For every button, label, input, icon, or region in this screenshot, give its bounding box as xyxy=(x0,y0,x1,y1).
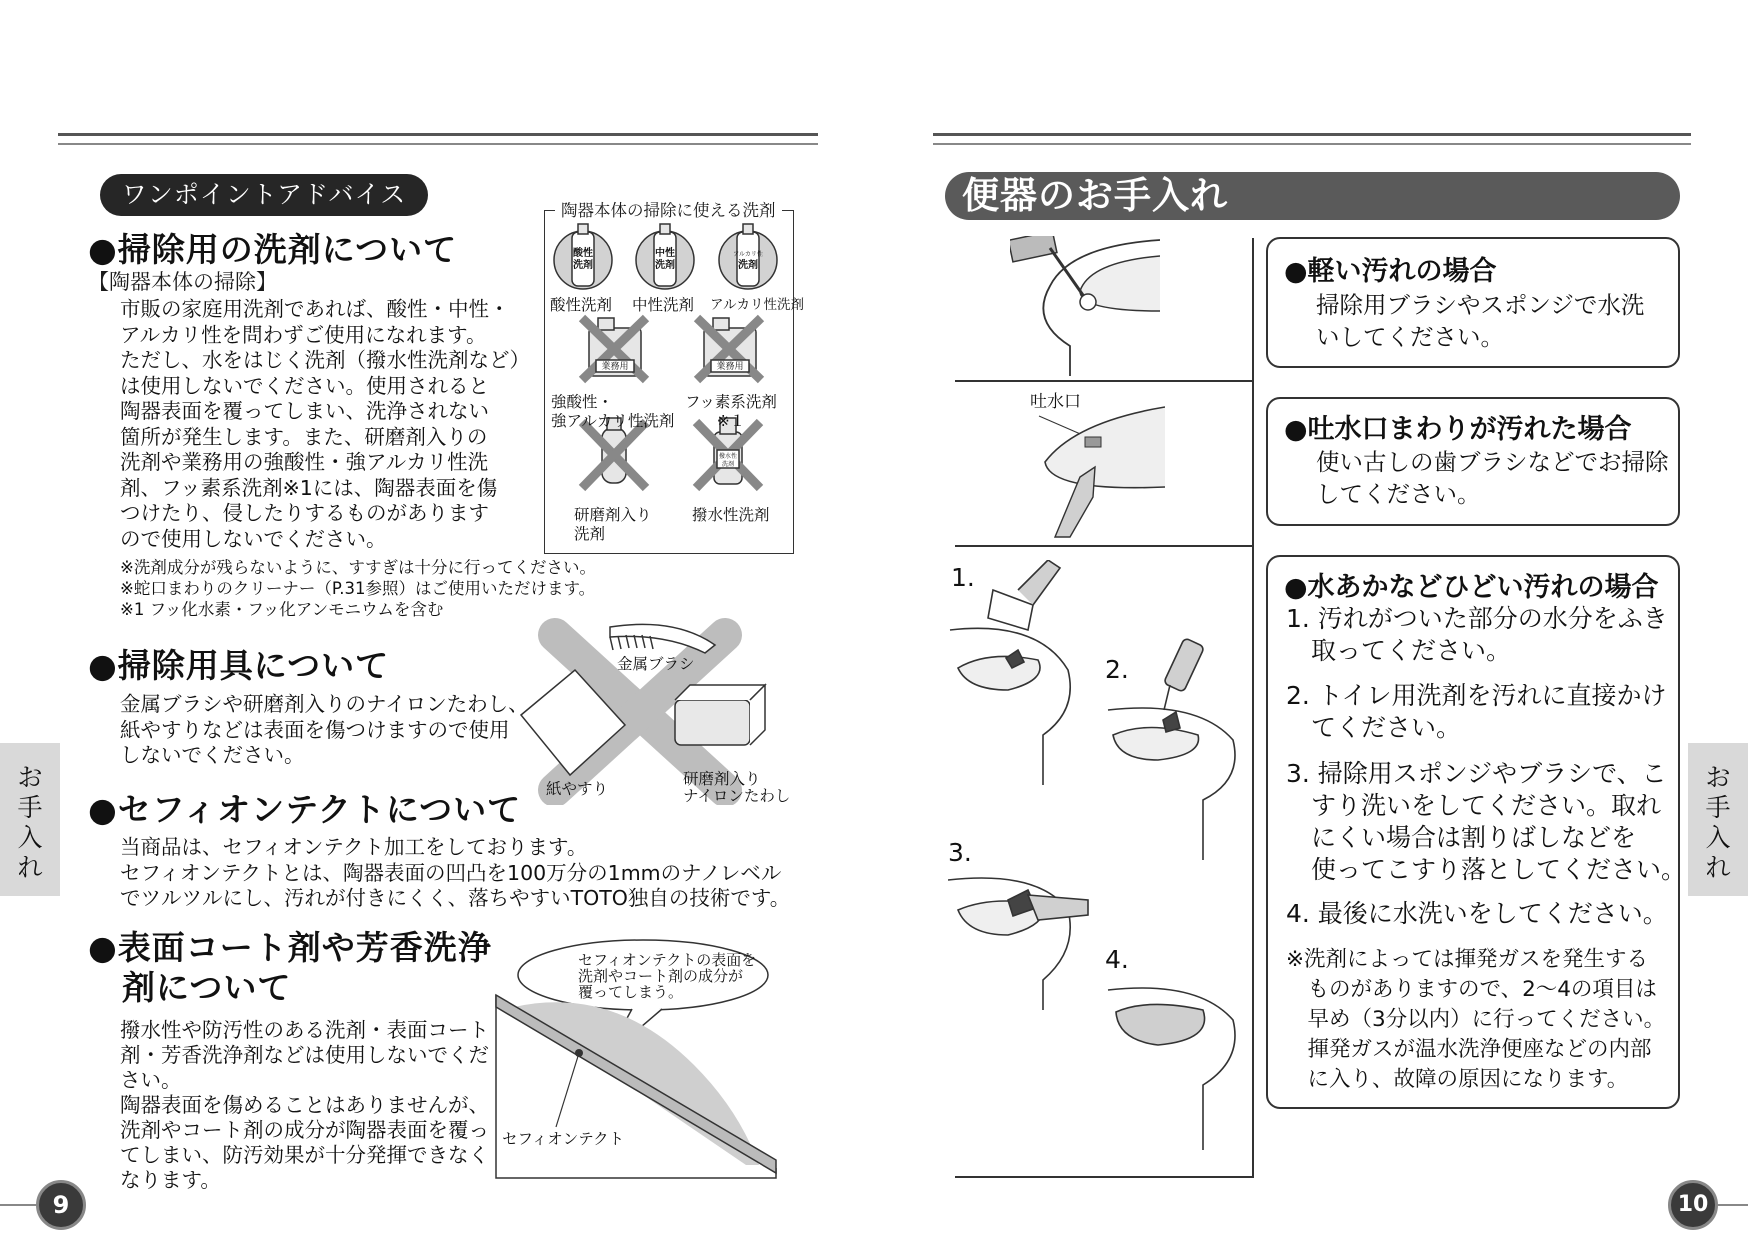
bubble-text: セフィオンテクトの表面を 洗剤やコート剤の成分が 覆ってしまう。 xyxy=(578,951,757,1001)
top-rule-right-2 xyxy=(933,143,1691,145)
svg-text:洗剤: 洗剤 xyxy=(655,260,675,271)
label-metal-brush: 金属ブラシ xyxy=(617,655,695,673)
toilet-light-clean-illustration xyxy=(1010,236,1160,376)
section-title-tools: ●掃除用具について xyxy=(88,646,390,685)
column-divider xyxy=(1252,238,1254,1178)
cefiontect-body: 当商品は、セフィオンテクト加工をしております。 セフィオンテクトとは、陶器表面の凹凸を100万分の1mmのナノレベル でツルツルにし、汚れが付きにくく、落ちやすいTOTO独自の技術です。 xyxy=(120,835,791,910)
tools-body: 金属ブラシや研磨剤入りのナイロンたわし、 紙やすりなどは表面を傷つけますので使用 しないでください。 xyxy=(120,692,529,767)
label-alkaline: アルカリ性洗剤 xyxy=(710,297,804,313)
top-rule-left-2 xyxy=(58,143,818,145)
svg-text:洗剤: 洗剤 xyxy=(738,260,758,271)
right-page-title: 便器のお手入れ xyxy=(962,174,1228,217)
label-sandpaper: 紙やすり xyxy=(546,780,609,798)
page-number-line-right xyxy=(1715,1204,1748,1206)
step4-rinse-icon xyxy=(1108,988,1235,1150)
metal-brush-icon xyxy=(610,624,715,653)
svg-text:洗剤: 洗剤 xyxy=(721,461,735,468)
heavy-stain-title: ●水あかなどひどい汚れの場合 xyxy=(1284,572,1659,603)
step2-spray-icon xyxy=(1108,638,1235,860)
section-title-detergent: ●掃除用の洗剤について xyxy=(88,230,458,269)
label-neutral: 中性洗剤 xyxy=(632,296,695,314)
top-rule-right xyxy=(933,133,1691,136)
nylon-scrubber-icon xyxy=(675,685,765,745)
label-water-repellent: 撥水性洗剤 xyxy=(692,506,770,524)
step-label-4: 4. xyxy=(1105,945,1129,974)
advice-pill: ワンポイントアドバイス xyxy=(100,174,428,216)
heavy-stain-step-3: 3. 掃除用スポンジやブラシで、こ すり洗いをしてください。取れ にくい場合は割りばしなどを 使ってこすり落としてください。 xyxy=(1286,759,1687,884)
step-label-3: 3. xyxy=(948,838,972,867)
section-title-cefiontect: ●セフィオンテクトについて xyxy=(88,790,522,829)
label-fluorine: フッ素系洗剤 ※１ xyxy=(685,393,777,430)
section-subtitle: 【陶器本体の掃除】 xyxy=(88,270,277,294)
heavy-stain-step-2: 2. トイレ用洗剤を汚れに直接かけ てください。 xyxy=(1286,681,1667,742)
detergent-illustrations xyxy=(544,210,794,555)
heavy-stain-step-4: 4. 最後に水洗いをしてください。 xyxy=(1286,899,1668,928)
step1-wipe-icon xyxy=(950,560,1070,785)
label-spout: 吐水口 xyxy=(1030,392,1081,412)
side-tab-right: お 手 入 れ xyxy=(1688,743,1748,896)
spout-stain-text: 使い古しの歯ブラシなどでお掃除 してください。 xyxy=(1316,448,1669,508)
side-tab-left: お 手 入 れ xyxy=(0,743,60,896)
svg-text:アルカリ性: アルカリ性 xyxy=(733,251,763,258)
label-strong: 強酸性・ 強アルカリ性洗剤 xyxy=(551,393,675,430)
label-acid: 酸性洗剤 xyxy=(550,296,613,314)
detergent-body: 市販の家庭用洗剤であれば、酸性・中性・ アルカリ性を問わずご使用になれます。 ただし、水をはじく洗剤（撥水性洗剤など） は使用しないでください。使用されると 陶器表面を覆ってしまい、洗浄されない 箇所が発生します。また、研磨剤入りの 洗剤や業務用の強酸性・強アルカリ性洗 剤、フッ素系洗剤※1には、陶器表面を傷 つけたり、侵したりするものがあります ので使用しないでください。 xyxy=(120,297,530,551)
heavy-stain-note: ※洗剤によっては揮発ガスを発生する ものがありますので、2〜4の項目は 早め（3分以内）に行ってください。 揮発ガスが温水洗浄便座などの内部 に入り、故障の原因になります。 xyxy=(1286,947,1666,1092)
step3-scrub-icon xyxy=(948,878,1088,1010)
label-nylon-scrubber: 研磨剤入り ナイロンたわし xyxy=(683,770,791,805)
spout-stain-title: ●吐水口まわりが汚れた場合 xyxy=(1284,414,1632,445)
row-divider-1 xyxy=(955,380,1252,382)
svg-text:中性: 中性 xyxy=(655,248,675,259)
light-stain-text: 掃除用ブラシやスポンジで水洗 いしてください。 xyxy=(1316,291,1645,351)
step-label-2: 2. xyxy=(1105,655,1129,684)
page-number-right: 10 xyxy=(1668,1180,1718,1230)
coating-body: 撥水性や防汚性のある洗剤・表面コート 剤・芳香洗浄剤などは使用しないでくだ さい。 陶器表面を傷めることはありませんが、 洗剤やコート剤の成分が陶器表面を覆っ てしまい、防汚効果が十分発揮できなく なります。 xyxy=(120,1018,489,1192)
svg-text:酸性: 酸性 xyxy=(573,248,593,259)
light-stain-title: ●軽い汚れの場合 xyxy=(1284,256,1497,287)
detergent-notes: ※洗剤成分が残らないように、すすぎは十分に行ってください。 ※蛇口まわりのクリーナー（P.31参照）はご使用いただけます。 ※1 フッ化水素・フッ化アンモニウムを含む xyxy=(120,558,596,619)
label-abrasive: 研磨剤入り 洗剤 xyxy=(574,506,652,543)
step-label-1: 1. xyxy=(951,563,975,592)
section-title-coating: ●表面コート剤や芳香洗浄 剤について xyxy=(88,928,492,1007)
row-divider-2 xyxy=(955,545,1252,547)
detergent-box-title: 陶器本体の掃除に使える洗剤 xyxy=(555,197,782,221)
page-number-line-left xyxy=(0,1204,38,1206)
toilet-steps-illustration xyxy=(948,560,1248,1160)
row-divider-3 xyxy=(955,1176,1252,1178)
svg-text:洗剤: 洗剤 xyxy=(573,260,593,271)
svg-text:業務用: 業務用 xyxy=(716,362,744,372)
page-number-left: 9 xyxy=(36,1180,86,1230)
heavy-stain-step-1: 1. 汚れがついた部分の水分をふき 取ってください。 xyxy=(1286,604,1668,665)
svg-text:業務用: 業務用 xyxy=(601,362,629,372)
label-cefiontect: セフィオンテクト xyxy=(502,1130,625,1148)
toilet-spout-clean-illustration xyxy=(1035,402,1165,542)
svg-text:撥水性: 撥水性 xyxy=(718,453,738,460)
top-rule-left xyxy=(58,133,818,136)
